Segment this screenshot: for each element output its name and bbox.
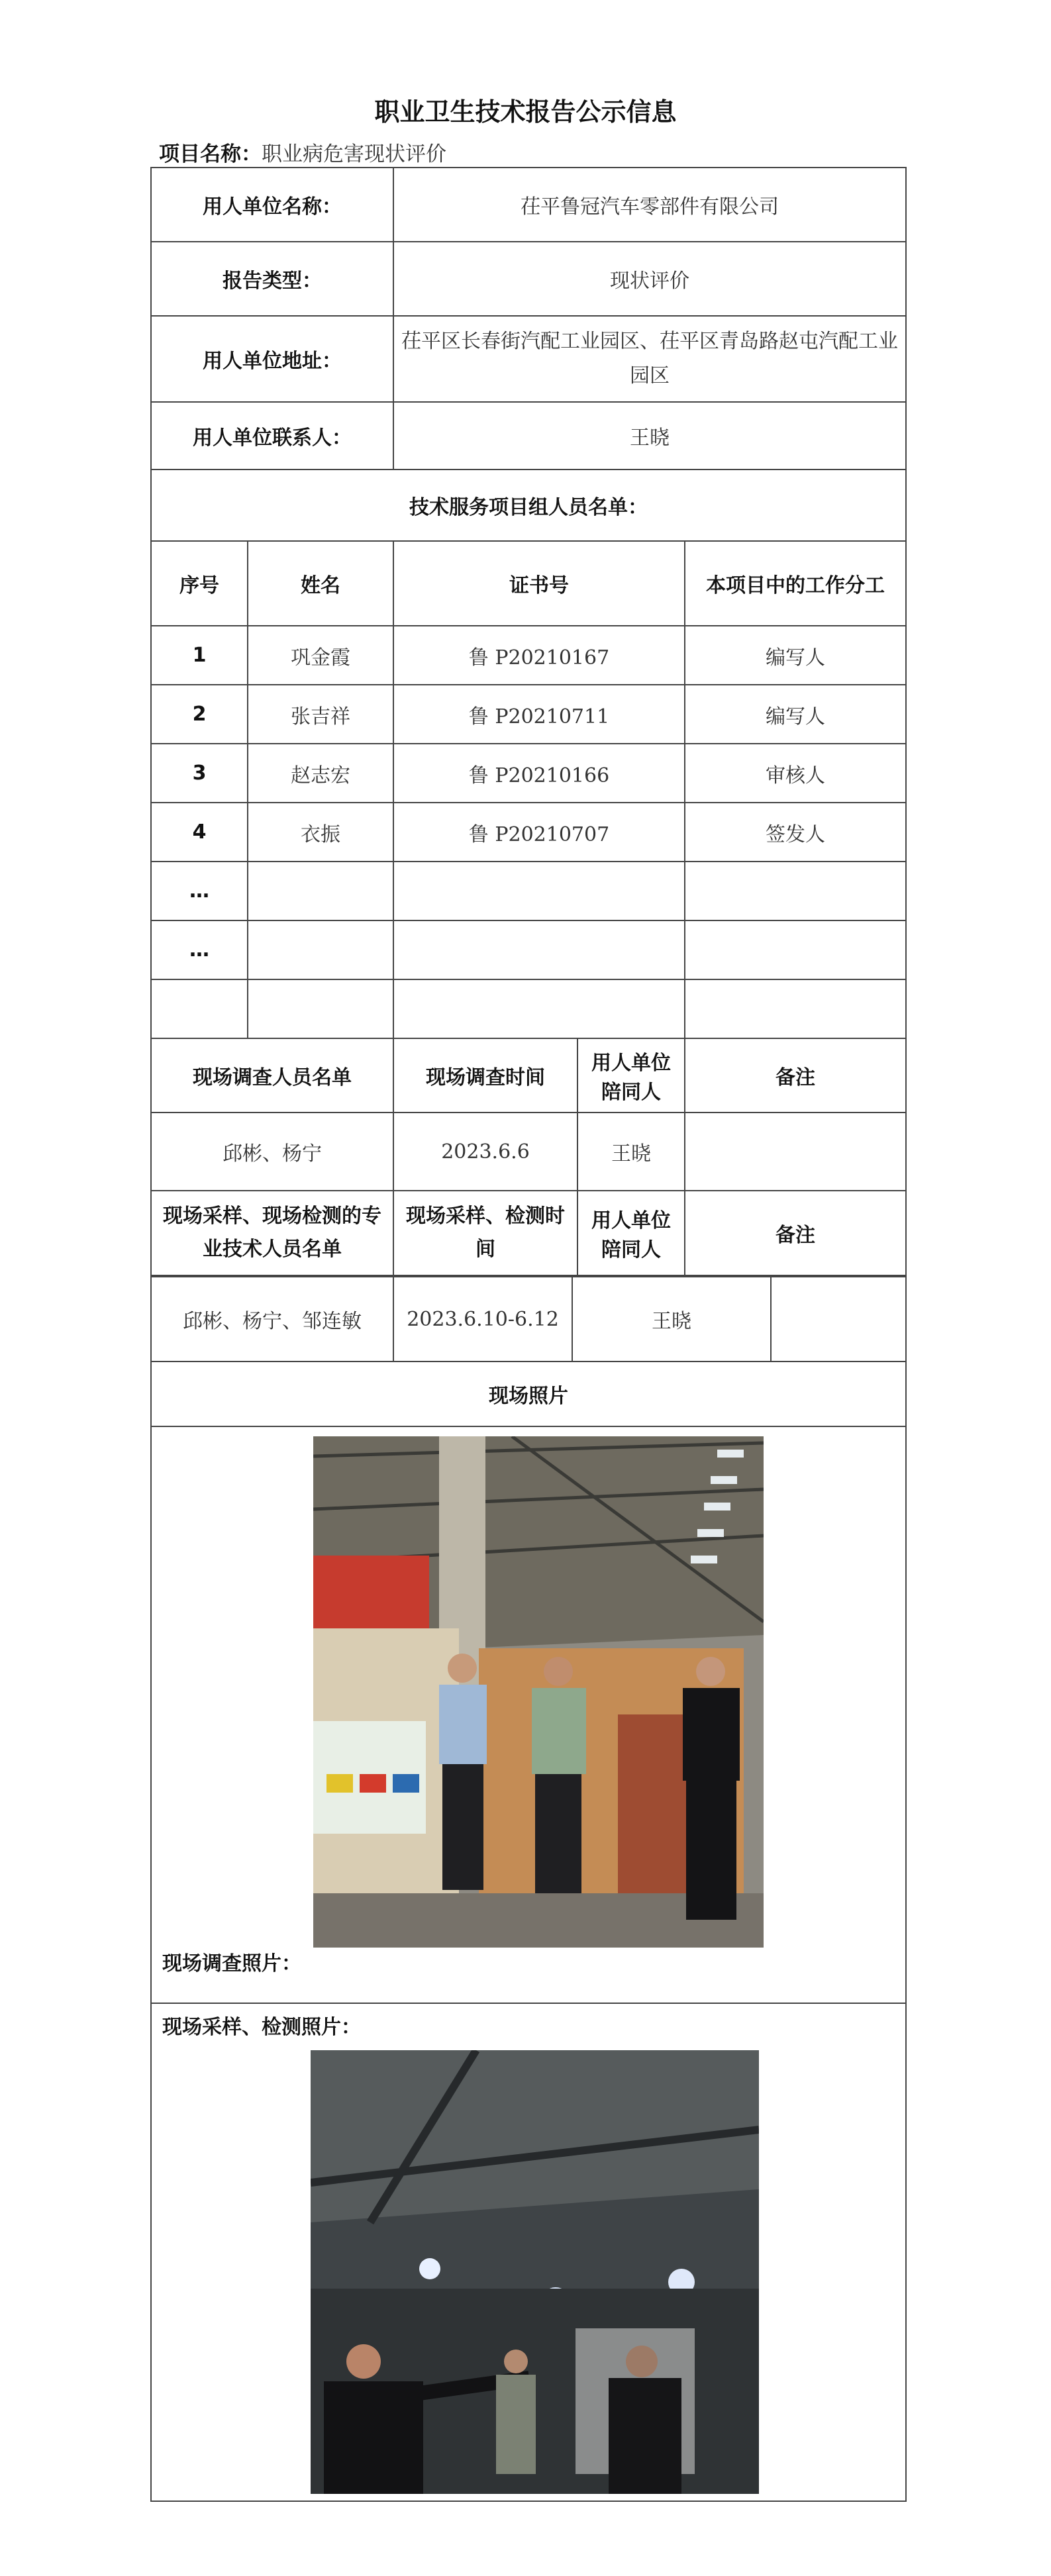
staff-row (151, 744, 906, 803)
staff-no: 2 (151, 685, 248, 744)
staff-name (248, 862, 393, 920)
staff-name (248, 920, 393, 979)
photos-title-row (151, 1362, 906, 1426)
report-type-label: 报告类型： (151, 242, 393, 316)
staff-cert: 鲁 P20210707 (393, 803, 685, 862)
sampling-escort: 王晓 (572, 1277, 771, 1362)
survey-note (685, 1113, 906, 1191)
survey-columns-row (151, 1038, 906, 1113)
photos-section-title: 现场照片 (151, 1362, 906, 1426)
sampling-photo (311, 2050, 759, 2494)
sampling-col-escort: 用人单位陪同人 (577, 1191, 685, 1275)
sampling-time: 2023.6.10-6.12 (393, 1277, 572, 1362)
staff-row (151, 626, 906, 685)
staff-row (151, 862, 906, 920)
sampling-row (151, 1277, 906, 1362)
employer-name-label: 用人单位名称： (151, 168, 393, 242)
staff-role (685, 979, 906, 1038)
staff-name: 张吉祥 (248, 685, 393, 744)
staff-no: 4 (151, 803, 248, 862)
project-line (159, 137, 446, 167)
employer-contact-label: 用人单位联系人： (151, 402, 393, 470)
sampling-note (771, 1277, 906, 1362)
staff-name: 衣振 (248, 803, 393, 862)
sampling-columns-row (151, 1191, 906, 1275)
staff-header-row (151, 470, 906, 541)
staff-name: 巩金霞 (248, 626, 393, 685)
survey-col-time: 现场调查时间 (393, 1038, 577, 1113)
staff-row (151, 803, 906, 862)
staff-role: 签发人 (685, 803, 906, 862)
sampling-col-people: 现场采样、现场检测的专业技术人员名单 (151, 1191, 393, 1275)
sampling-photo-caption: 现场采样、检测照片： (162, 2016, 361, 2039)
project-value: 职业病危害现状评价 (262, 142, 446, 166)
staff-col-role: 本项目中的工作分工 (685, 541, 906, 626)
staff-row (151, 685, 906, 744)
staff-no (151, 979, 248, 1038)
sampling-photo-row (151, 2003, 906, 2501)
staff-col-name: 姓名 (248, 541, 393, 626)
staff-cert: 鲁 P20210166 (393, 744, 685, 803)
sampling-photos-table (150, 1276, 907, 2502)
report-type-row (151, 242, 906, 316)
staff-cert: 鲁 P20210711 (393, 685, 685, 744)
survey-people: 邱彬、杨宁 (151, 1113, 393, 1191)
sampling-col-note: 备注 (685, 1191, 906, 1275)
sampling-people: 邱彬、杨宁、邹连敏 (151, 1277, 393, 1362)
survey-col-note: 备注 (685, 1038, 906, 1113)
project-label: 项目名称： (159, 142, 262, 166)
survey-photo-cell (151, 1426, 906, 2003)
employer-name-value: 茌平鲁冠汽车零部件有限公司 (393, 168, 906, 242)
staff-col-cert: 证书号 (393, 541, 685, 626)
staff-cert (393, 979, 685, 1038)
staff-role: 编写人 (685, 626, 906, 685)
page-title: 职业卫生技术报告公示信息 (374, 97, 677, 126)
survey-photo (313, 1436, 764, 1948)
survey-photo-caption: 现场调查照片： (162, 1952, 301, 1975)
staff-columns-row (151, 541, 906, 626)
sampling-photo-cell (151, 2003, 906, 2501)
employer-address-label: 用人单位地址： (151, 316, 393, 402)
staff-name (248, 979, 393, 1038)
survey-row (151, 1113, 906, 1191)
staff-cert (393, 920, 685, 979)
survey-col-escort: 用人单位陪同人 (577, 1038, 685, 1113)
survey-photo-row (151, 1426, 906, 2003)
report-info-table (150, 167, 907, 1276)
staff-row (151, 979, 906, 1038)
employer-address-row (151, 316, 906, 402)
staff-role (685, 920, 906, 979)
employer-contact-value: 王晓 (393, 402, 906, 470)
staff-cert: 鲁 P20210167 (393, 626, 685, 685)
staff-role (685, 862, 906, 920)
employer-contact-row (151, 402, 906, 470)
staff-no: 3 (151, 744, 248, 803)
staff-role: 审核人 (685, 744, 906, 803)
sampling-photo-image (311, 2050, 759, 2494)
staff-name: 赵志宏 (248, 744, 393, 803)
employer-address-value: 茌平区长春街汽配工业园区、茌平区青岛路赵屯汽配工业园区 (393, 316, 906, 402)
staff-header: 技术服务项目组人员名单： (151, 470, 906, 541)
report-type-value: 现状评价 (393, 242, 906, 316)
staff-cert (393, 862, 685, 920)
staff-col-no: 序号 (151, 541, 248, 626)
employer-name-row (151, 168, 906, 242)
survey-escort: 王晓 (577, 1113, 685, 1191)
survey-col-people: 现场调查人员名单 (151, 1038, 393, 1113)
sampling-col-time: 现场采样、检测时间 (393, 1191, 577, 1275)
staff-no: … (151, 862, 248, 920)
staff-role: 编写人 (685, 685, 906, 744)
staff-row (151, 920, 906, 979)
survey-photo-image (313, 1436, 764, 1948)
staff-no: 1 (151, 626, 248, 685)
survey-time: 2023.6.6 (393, 1113, 577, 1191)
staff-no: … (151, 920, 248, 979)
